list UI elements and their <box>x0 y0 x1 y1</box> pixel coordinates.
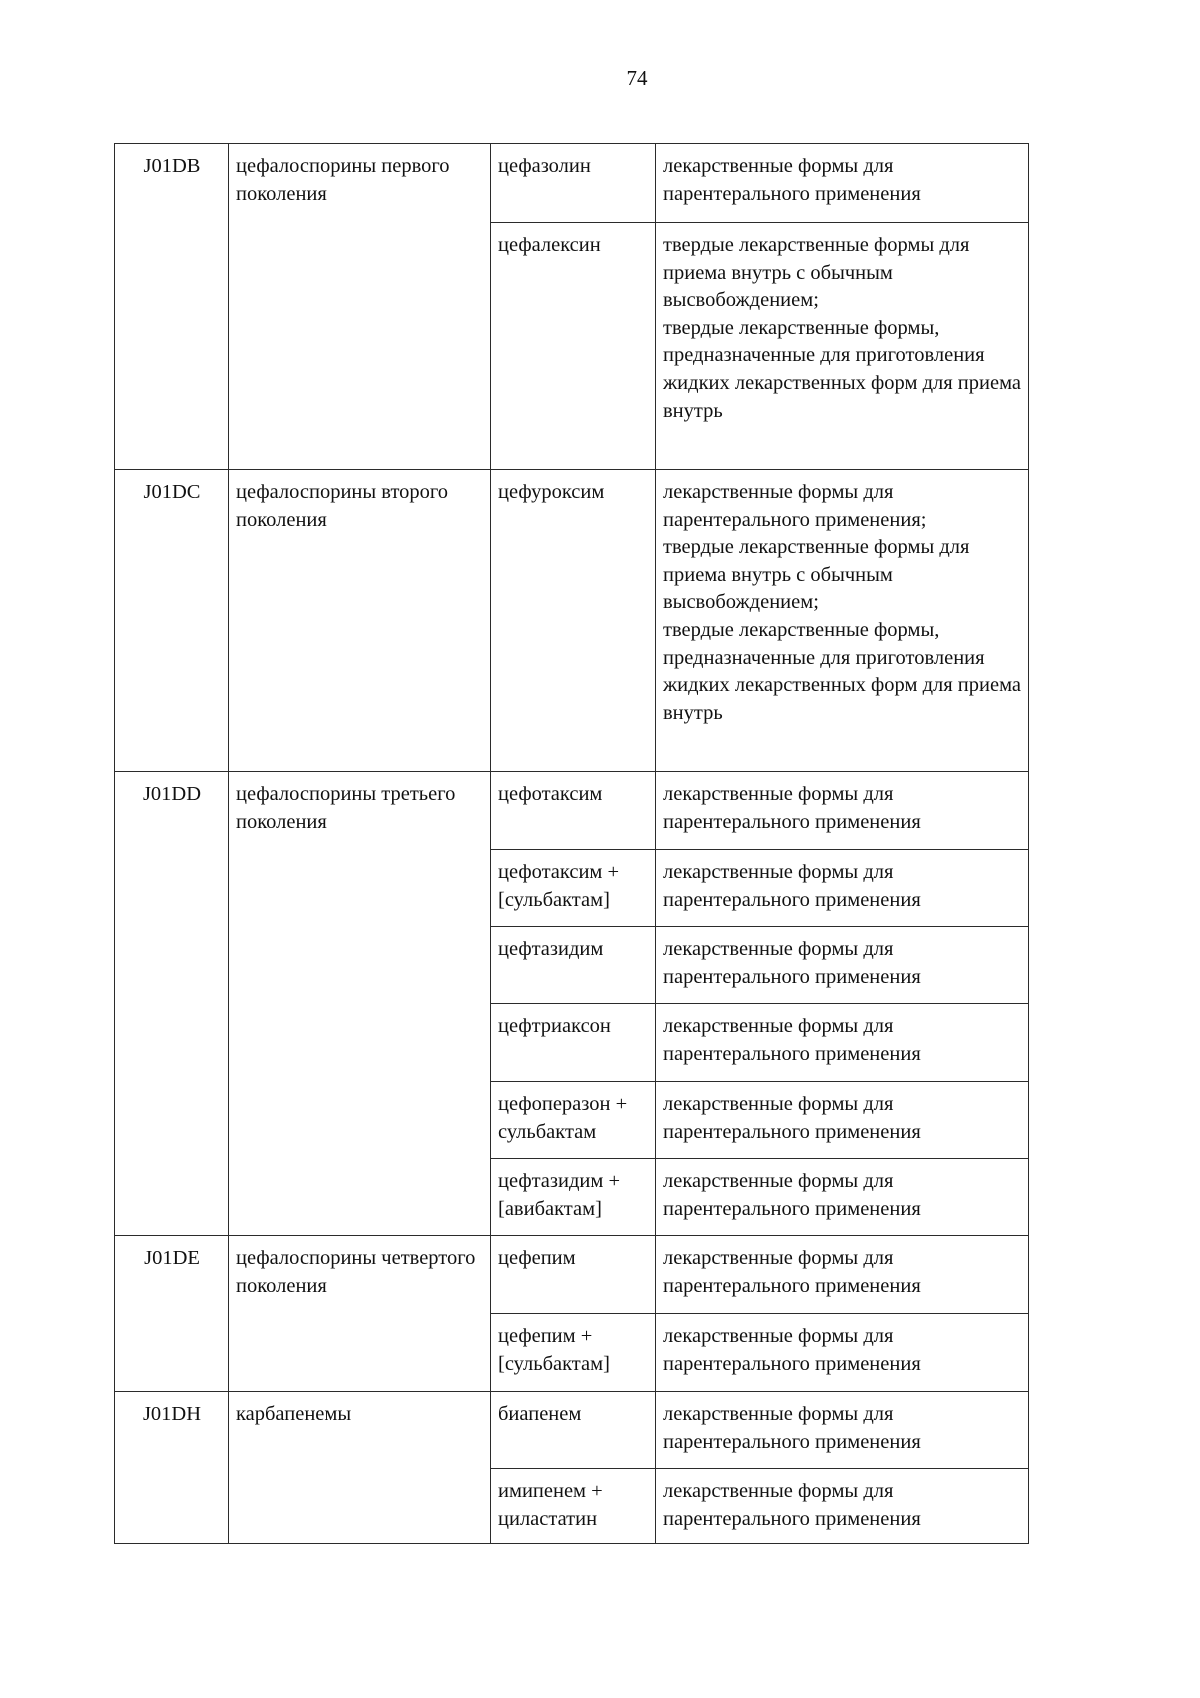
dosage-form-cell: лекарственные формы для парентерального применения <box>656 927 1029 1004</box>
table-row <box>115 1392 1029 1469</box>
atc-code-cell: J01DE <box>115 1236 229 1392</box>
group-name-cell: цефалоспорины первого поколения <box>229 144 491 470</box>
group-name-cell: цефалоспорины четвертого поколения <box>229 1236 491 1392</box>
drug-name-cell: цефепим + [сульбактам] <box>491 1314 656 1392</box>
drug-name-cell: биапенем <box>491 1392 656 1469</box>
drug-name-cell: цефотаксим <box>491 772 656 850</box>
table-row <box>115 470 1029 772</box>
drug-name-cell: цефуроксим <box>491 470 656 772</box>
table-row <box>115 772 1029 850</box>
atc-code-cell: J01DH <box>115 1392 229 1544</box>
atc-code-cell: J01DB <box>115 144 229 470</box>
dosage-form-cell: лекарственные формы для парентерального применения; твердые лекарственные формы для приема внутрь с обычным высвобождением; твердые лекарственные формы, предназначенные для приготовления жидких лекарственных форм для приема внутрь <box>656 470 1029 772</box>
group-name-cell: цефалоспорины второго поколения <box>229 470 491 772</box>
dosage-form-cell: лекарственные формы для парентерального применения <box>656 1469 1029 1544</box>
page-number: 74 <box>626 66 648 90</box>
atc-code-cell: J01DD <box>115 772 229 1236</box>
dosage-form-cell: лекарственные формы для парентерального применения <box>656 1159 1029 1236</box>
drug-name-cell: цефепим <box>491 1236 656 1314</box>
table-row <box>115 1236 1029 1314</box>
drug-name-cell: цефтриаксон <box>491 1004 656 1082</box>
atc-code-cell: J01DC <box>115 470 229 772</box>
drug-name-cell: цефтазидим <box>491 927 656 1004</box>
drug-name-cell: цефотаксим + [сульбактам] <box>491 850 656 927</box>
dosage-form-cell: лекарственные формы для парентерального применения <box>656 144 1029 223</box>
dosage-form-cell: лекарственные формы для парентерального применения <box>656 1004 1029 1082</box>
drug-name-cell: цефазолин <box>491 144 656 223</box>
dosage-form-cell: твердые лекарственные формы для приема внутрь с обычным высвобождением; твердые лекарственные формы, предназначенные для приготовления жидких лекарственных форм для приема внутрь <box>656 223 1029 470</box>
dosage-form-cell: лекарственные формы для парентерального применения <box>656 1082 1029 1159</box>
group-name-cell: карбапенемы <box>229 1392 491 1544</box>
dosage-form-cell: лекарственные формы для парентерального применения <box>656 1314 1029 1392</box>
drug-name-cell: цефтазидим + [авибактам] <box>491 1159 656 1236</box>
group-name-cell: цефалоспорины третьего поколения <box>229 772 491 1236</box>
drug-name-cell: имипенем + циластатин <box>491 1469 656 1544</box>
drug-table <box>114 143 1029 1544</box>
drug-name-cell: цефалексин <box>491 223 656 470</box>
dosage-form-cell: лекарственные формы для парентерального применения <box>656 850 1029 927</box>
dosage-form-cell: лекарственные формы для парентерального применения <box>656 1236 1029 1314</box>
table-row <box>115 144 1029 223</box>
dosage-form-cell: лекарственные формы для парентерального применения <box>656 772 1029 850</box>
drug-name-cell: цефоперазон + сульбактам <box>491 1082 656 1159</box>
dosage-form-cell: лекарственные формы для парентерального применения <box>656 1392 1029 1469</box>
